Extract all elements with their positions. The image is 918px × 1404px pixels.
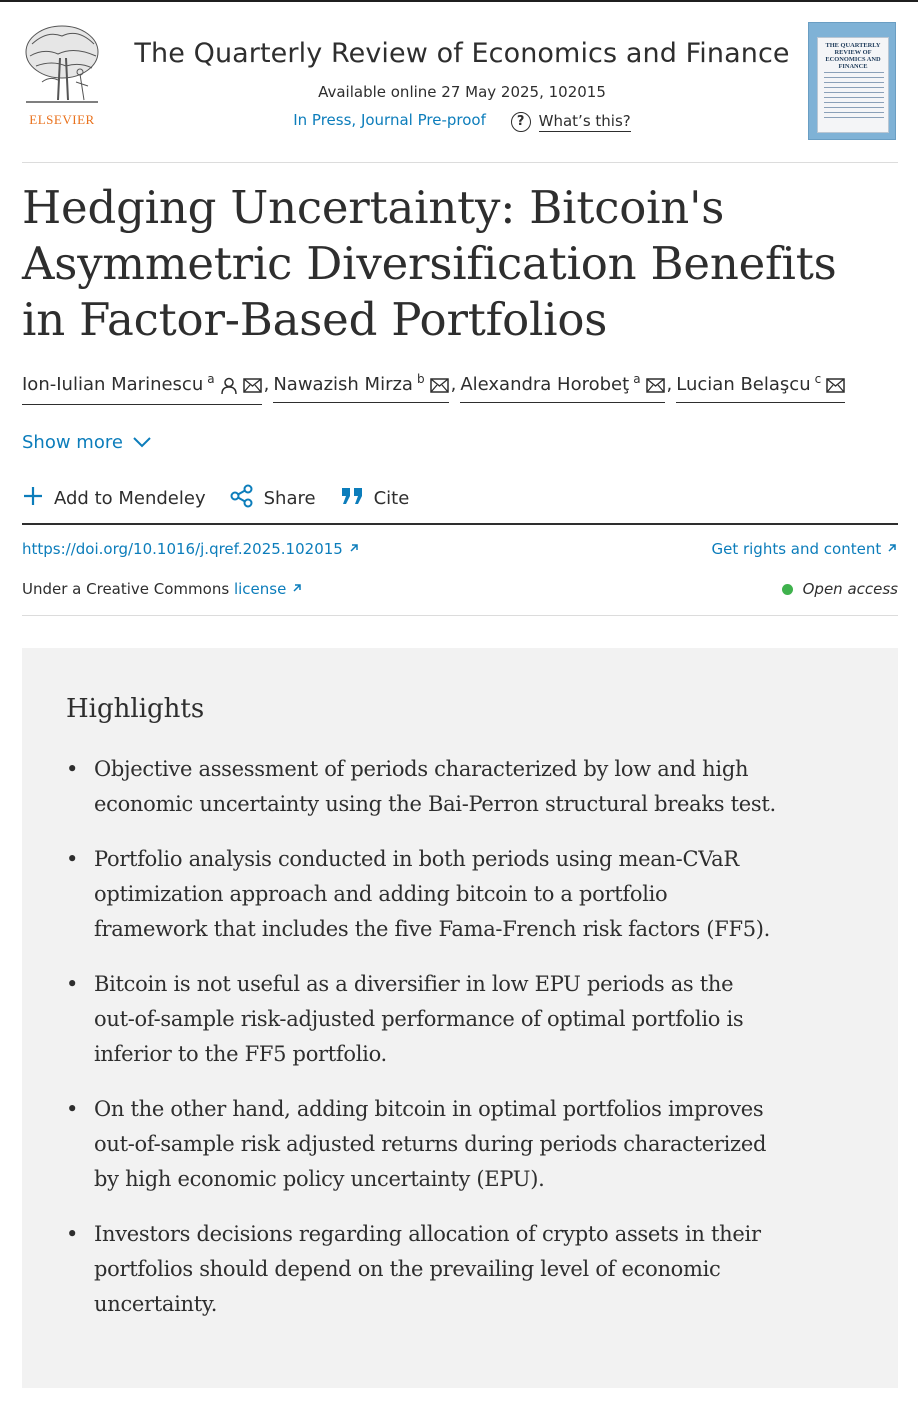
cite-label: Cite	[373, 488, 410, 509]
author-affiliation: a	[633, 372, 641, 386]
highlights-title: Highlights	[66, 694, 205, 724]
doi-row	[22, 540, 898, 562]
publisher-name: ELSEVIER	[29, 112, 95, 127]
chevron-down-icon	[133, 432, 151, 453]
article-actions	[22, 484, 409, 513]
elsevier-tree-logo[interactable]	[22, 22, 102, 112]
pre-proof-link[interactable]: In Press, Journal Pre-proof	[293, 111, 486, 129]
author-affiliation: b	[416, 372, 425, 386]
journal-title[interactable]: The Quarterly Review of Economics and Finance	[134, 38, 790, 69]
journal-header	[22, 18, 898, 144]
author-link[interactable]	[273, 374, 448, 403]
cover-text-lines	[824, 72, 884, 122]
mail-icon	[826, 377, 845, 398]
availability-text: Available online 27 May 2025, 102015	[318, 83, 606, 101]
journal-info	[112, 18, 812, 132]
highlight-item: • Bitcoin is not useful as a diversifier in low EPU periods as the out-of-sample risk-adjusted performance of optimal portfolio is inferior to the FF5 portfolio.	[66, 972, 744, 1066]
author-name: Ion-Iulian Marinescu	[22, 374, 204, 395]
highlight-text: Bitcoin is not useful as a diversifier in low EPU periods as the out-of-sample risk-adjusted performance of optimal portfolio is inferior to the FF5 portfolio.	[94, 972, 744, 1066]
get-rights-label: Get rights and content	[711, 540, 882, 558]
cover-title: THE QUARTERLY REVIEW OF ECONOMICS AND FINANCE	[825, 42, 881, 70]
highlight-text: On the other hand, adding bitcoin in optimal portfolios improves out-of-sample risk adjusted returns during periods characterized by high economic policy uncertainty (EPU).	[94, 1097, 767, 1191]
author-name: Nawazish Mirza	[273, 374, 413, 395]
license-link-label: license	[233, 580, 287, 598]
actions-divider	[22, 523, 898, 525]
open-access-dot-icon	[782, 584, 793, 595]
top-rule	[0, 0, 918, 2]
journal-cover-image[interactable]	[808, 22, 896, 140]
author-affiliation: a	[207, 372, 215, 386]
quote-icon	[340, 485, 364, 512]
external-link-icon	[291, 580, 303, 598]
license-prefix: Under a Creative Commons	[22, 580, 230, 598]
mail-icon	[430, 377, 449, 398]
whats-this-button[interactable]	[511, 112, 631, 132]
highlight-item: • Portfolio analysis conducted in both periods using mean-CVaR optimization approach and adding bitcoin to a portfolio framework that includes the five Fama-French risk factors (FF5).	[66, 847, 771, 941]
mail-icon	[646, 377, 665, 398]
article-title: Hedging Uncertainty: Bitcoin's Asymmetric Diversification Benefits in Factor-Based Portfolios	[22, 181, 837, 346]
status-row	[112, 111, 812, 132]
show-more-label: Show more	[22, 432, 123, 453]
author-link[interactable]	[676, 374, 845, 403]
question-icon: ?	[511, 112, 531, 132]
author-link[interactable]	[460, 374, 664, 403]
add-to-mendeley-button[interactable]	[22, 484, 206, 513]
header-divider	[22, 162, 898, 163]
license-link[interactable]	[234, 580, 303, 598]
open-access-label: Open access	[802, 580, 898, 598]
highlight-item: • Objective assessment of periods characterized by low and high economic uncertainty using the Bai-Perron structural breaks test.	[66, 757, 776, 816]
mail-icon	[243, 377, 262, 398]
get-rights-link[interactable]	[711, 540, 898, 558]
share-label: Share	[263, 488, 316, 509]
highlight-text: Objective assessment of periods characterized by low and high economic uncertainty using the Bai-Perron structural breaks test.	[94, 757, 776, 816]
highlights-section	[22, 648, 898, 1388]
license-text	[22, 580, 303, 598]
share-icon	[230, 484, 254, 513]
author-list: Ion-Iulian Marinescu $^a$ , Nawazish Mirza $^b$ , Alexandra Horobeţ $^a$ , Lucian Belaşcu $^c$	[22, 374, 902, 405]
plus-icon	[22, 485, 44, 512]
author-affiliation: c	[814, 372, 822, 386]
meta-divider	[22, 615, 898, 616]
share-button[interactable]	[230, 484, 316, 513]
cite-button[interactable]	[340, 484, 410, 513]
external-link-icon	[886, 540, 898, 558]
doi-link[interactable]	[22, 540, 360, 558]
external-link-icon	[348, 540, 360, 558]
show-more-button[interactable]	[22, 432, 151, 453]
author-link[interactable]	[22, 374, 262, 405]
whats-this-label: What’s this?	[538, 111, 631, 130]
highlight-text: Investors decisions regarding allocation of crypto assets in their portfolios should depend on the prevailing level of economic uncertainty.	[94, 1222, 761, 1316]
author-name: Lucian Belaşcu	[676, 374, 811, 395]
person-icon	[220, 377, 238, 400]
license-row	[22, 580, 898, 602]
doi-text: https://doi.org/10.1016/j.qref.2025.102015	[22, 540, 343, 558]
author-name: Alexandra Horobeţ	[460, 374, 630, 395]
open-access-badge	[782, 580, 898, 598]
highlight-text: Portfolio analysis conducted in both periods using mean-CVaR optimization approach and adding bitcoin to a portfolio framework that includes the five Fama-French risk factors (FF5).	[94, 847, 771, 941]
highlight-item: • On the other hand, adding bitcoin in optimal portfolios improves out-of-sample risk adjusted returns during periods characterized by high economic policy uncertainty (EPU).	[66, 1097, 767, 1191]
cover-page	[817, 37, 889, 133]
add-to-mendeley-label: Add to Mendeley	[54, 488, 206, 509]
highlight-item: • Investors decisions regarding allocation of crypto assets in their portfolios should depend on the prevailing level of economic uncertainty.	[66, 1222, 761, 1316]
highlights-list	[66, 752, 776, 1342]
